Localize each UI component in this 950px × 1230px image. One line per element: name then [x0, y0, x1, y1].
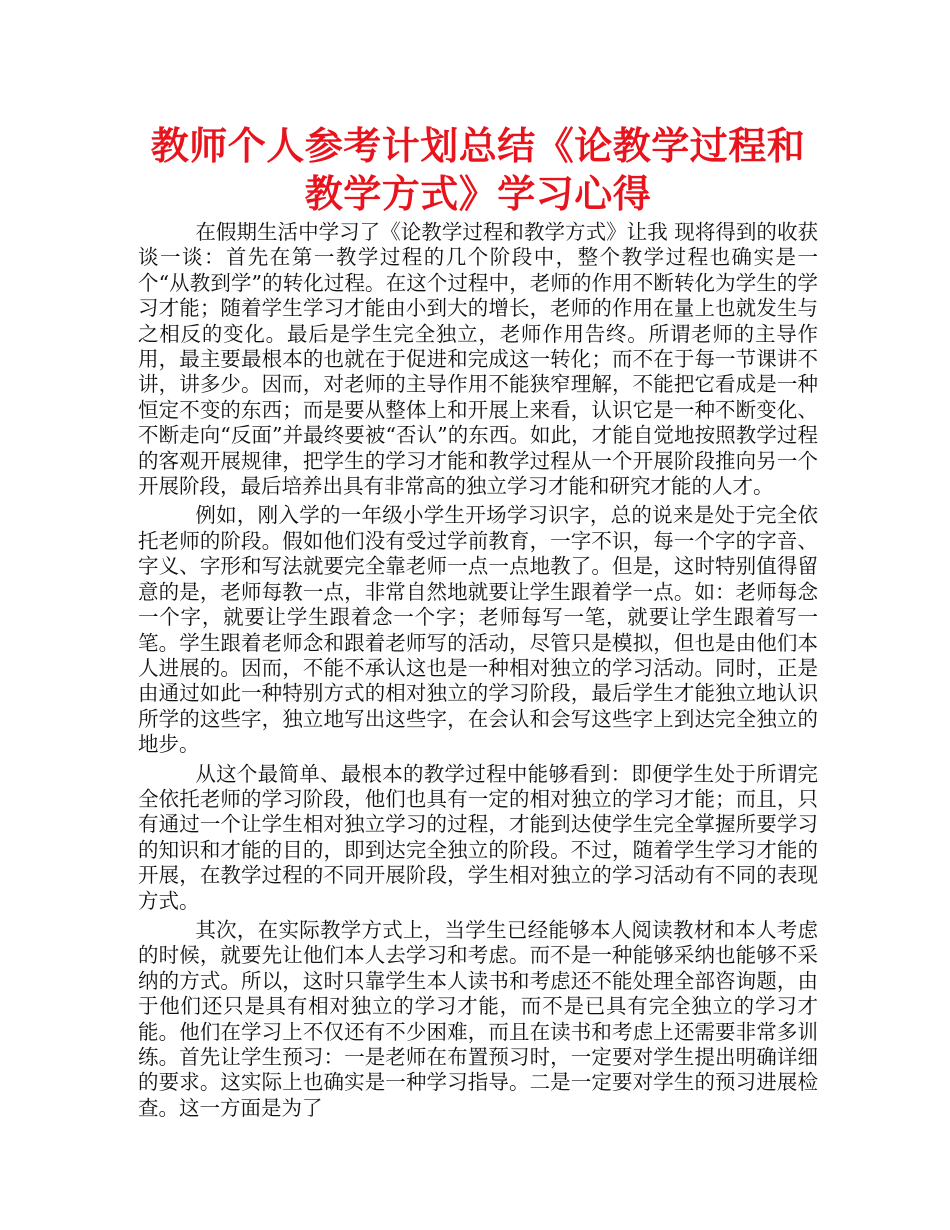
paragraph-2: 例如，刚入学的一年级小学生开场学习识字，总的说来是处于完全依托老师的阶段。假如他们没有受过学前教育，一字不识，每一个字的字音、字义、字形和写法就要完全靠老师一点一点地教了。但是，这时特别值得留意的是，老师每教一点，非常自然地就要让学生跟着学一点。如：老师每念一个字，就要让学生跟着念一个字；老师每写一笔，就要让学生跟着写一笔。学生跟着老师念和跟着老师写的活动，尽管只是模拟，但也是由他们本人进展的。因而，不能不承认这也是一种相对独立的学习活动。同时，正是由通过如此一种特别方式的相对独立的学习阶段，最后学生才能独立地认识所学的这些字，独立地写出这些字，在会认和会写这些字上到达完全独立的地步。 — [138, 503, 818, 757]
document-title: 教师个人参考计划总结《论教学过程和教学方式》学习心得 — [150, 124, 806, 216]
paragraph-1: 在假期生活中学习了《论教学过程和教学方式》让我 现将得到的收获谈一谈：首先在第一教学过程的几个阶段中，整个教学过程也确实是一个“从教到学”的转化过程。在这个过程中，老师的作用不断转化为学生的学习才能；随着学生学习才能由小到大的增长，老师的作用在量上也就发生与之相反的变化。最后是学生完全独立，老师作用告终。所谓老师的主导作用，最主要最根本的也就在于促进和完成这一转化；而不在于每一节课讲不讲，讲多少。因而，对老师的主导作用不能狭窄理解，不能把它看成是一种恒定不变的东西；而是要从整体上和开展上来看，认识它是一种不断变化、不断走向“反面”并最终要被“否认”的东西。如此，才能自觉地按照教学过程的客观开展规律，把学生的学习才能和教学过程从一个开展阶段推向另一个开展阶段，最后培养出具有非常高的独立学习才能和研究才能的人才。 — [138, 220, 818, 499]
paragraph-4: 其次，在实际教学方式上，当学生已经能够本人阅读教材和本人考虑的时候，就要先让他们本人去学习和考虑。而不是一种能够采纳也能够不采纳的方式。所以，这时只靠学生本人读书和考虑还不能处理全部咨询题，由于他们还只是具有相对独立的学习才能，而不是已具有完全独立的学习才能。他们在学习上不仅还有不少困难，而且在读书和考虑上还需要非常多训练。首先让学生预习：一是老师在布置预习时，一定要对学生提出明确详细的要求。这实际上也确实是一种学习指导。二是一定要对学生的预习进展检查。这一方面是为了 — [138, 917, 818, 1120]
document-page — [138, 122, 818, 1125]
paragraph-3: 从这个最简单、最根本的教学过程中能够看到：即便学生处于所谓完全依托老师的学习阶段，他们也具有一定的相对独立的学习才能；而且，只有通过一个让学生相对独立学习的过程，才能到达使学生完全掌握所要学习的知识和才能的目的，即到达完全独立的阶段。不过，随着学生学习才能的开展，在教学过程的不同开展阶段，学生相对独立的学习活动有不同的表现方式。 — [138, 761, 818, 913]
